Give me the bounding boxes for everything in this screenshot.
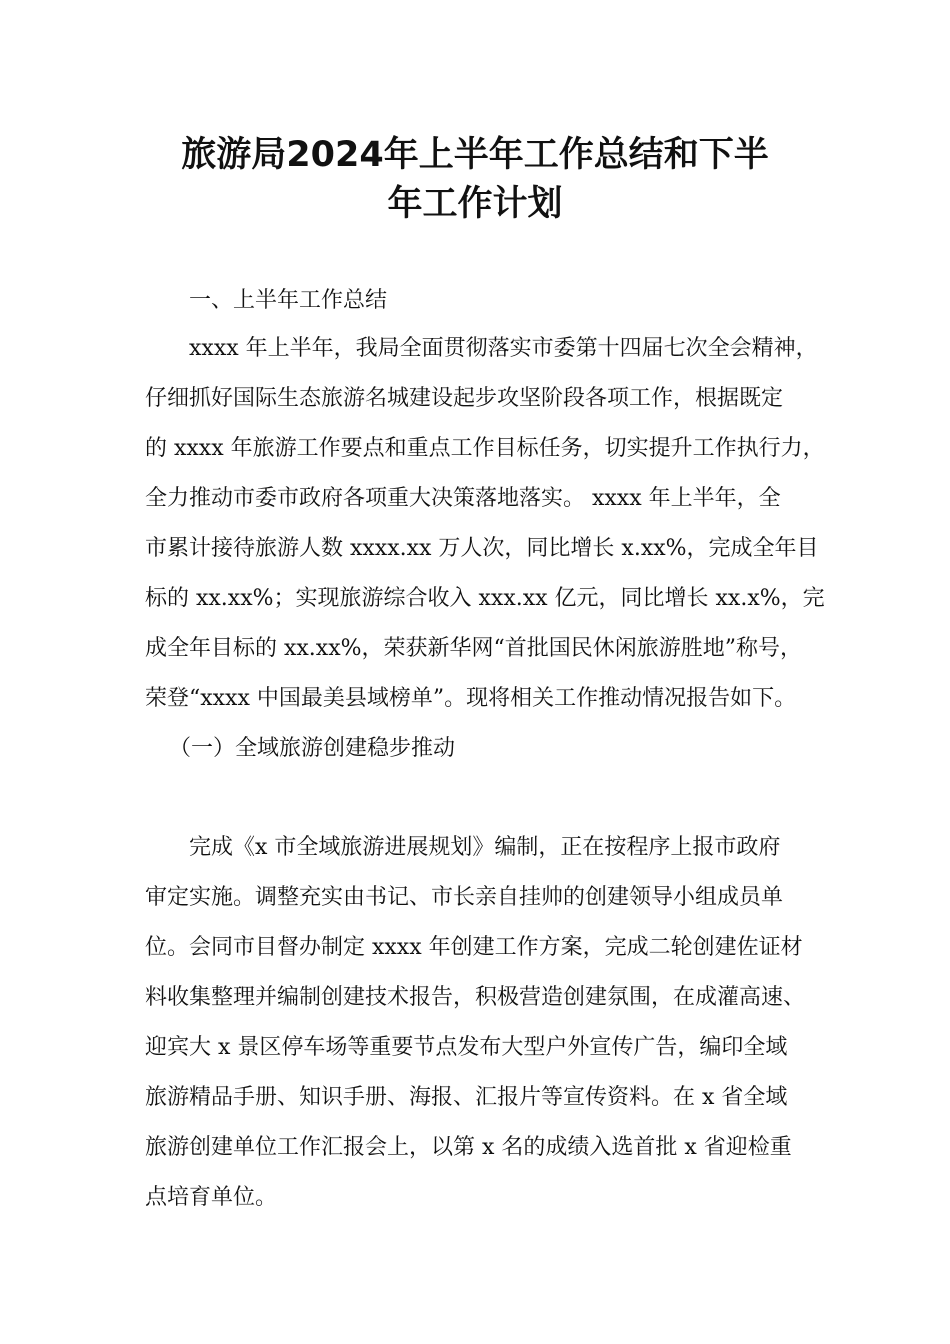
document-title-line-1: 旅游局2024年上半年工作总结和下半 xyxy=(181,135,769,175)
paragraph-line: 料收集整理并编制创建技术报告，积极营造创建氛围，在成灌高速、 xyxy=(145,985,806,1010)
paragraph-line: 点培育单位。 xyxy=(145,1185,278,1210)
paragraph-line: 位。会同市目督办制定 xxxx 年创建工作方案，完成二轮创建佐证材 xyxy=(145,935,803,960)
paragraph-line: 迎宾大 x 景区停车场等重要节点发布大型户外宣传广告，编印全域 xyxy=(145,1035,788,1060)
paragraph-line: 荣登“xxxx 中国最美县域榜单”。现将相关工作推动情况报告如下。 xyxy=(145,686,797,711)
paragraph-line: 的 xxxx 年旅游工作要点和重点工作目标任务，切实提升工作执行力， xyxy=(145,436,825,461)
subsection-heading-tourism-creation xyxy=(145,724,835,774)
section-heading-first-half-summary xyxy=(145,276,835,326)
paragraph-line: 审定实施。调整充实由书记、市长亲自挂帅的创建领导小组成员单 xyxy=(145,885,784,910)
document-title-line-2: 年工作计划 xyxy=(387,184,563,224)
paragraph-tourism-creation xyxy=(145,823,835,1223)
paragraph-line: 仔细抓好国际生态旅游名城建设起步攻坚阶段各项工作，根据既定 xyxy=(145,386,784,411)
paragraph-line: xxxx 年上半年，我局全面贯彻落实市委第十四届七次全会精神， xyxy=(189,336,818,361)
paragraph-line: 全力推动市委市政府各项重大决策落地落实。 xxxx 年上半年，全 xyxy=(145,486,781,511)
paragraph-summary xyxy=(145,324,835,724)
paragraph-line: 旅游创建单位工作汇报会上，以第 x 名的成绩入选首批 x 省迎检重 xyxy=(145,1135,792,1160)
paragraph-line: 完成《x 市全域旅游进展规划》编制，正在按程序上报市政府 xyxy=(189,835,781,860)
paragraph-line: 市累计接待旅游人数 xxxx.xx 万人次，同比增长 x.xx%，完成全年目 xyxy=(145,536,819,561)
paragraph-line: 旅游精品手册、知识手册、海报、汇报片等宣传资料。在 x 省全域 xyxy=(145,1085,788,1110)
section-heading-text: 一、上半年工作总结 xyxy=(189,288,388,313)
subsection-heading-text: （一）全域旅游创建稳步推动 xyxy=(169,736,456,761)
paragraph-line: 成全年目标的 xx.xx%，荣获新华网“首批国民休闲旅游胜地”称号， xyxy=(145,636,803,661)
paragraph-line: 标的 xx.xx%；实现旅游综合收入 xxx.xx 亿元，同比增长 xx.x%，完 xyxy=(145,586,825,611)
